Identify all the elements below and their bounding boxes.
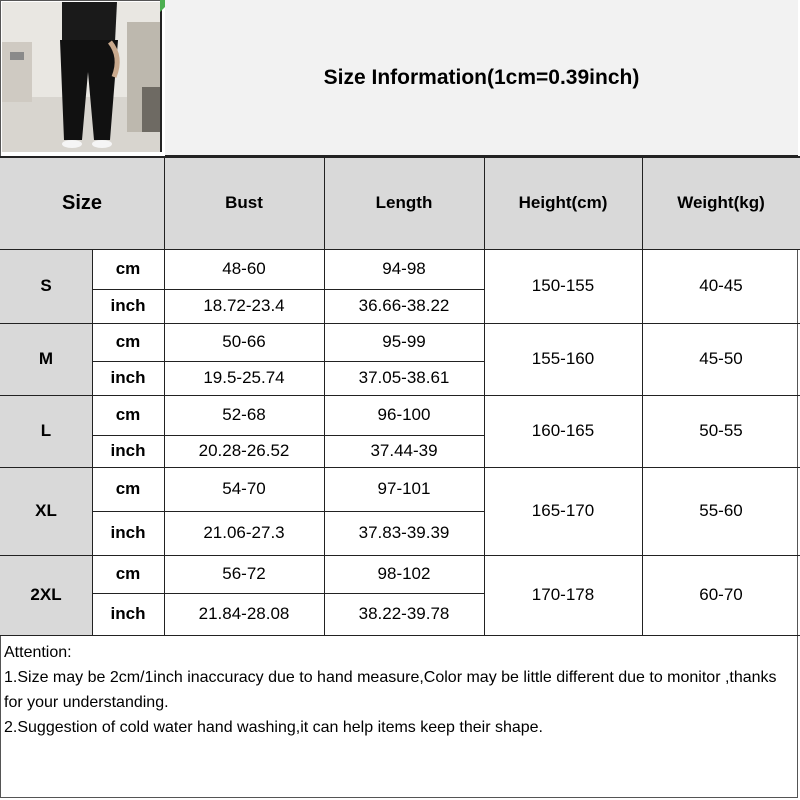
length-inch: 37.44-39 bbox=[370, 441, 438, 460]
unit-cm: cm bbox=[115, 564, 141, 583]
header-length: Length bbox=[324, 157, 484, 249]
attention-notes bbox=[4, 640, 794, 740]
grid-line bbox=[164, 157, 165, 635]
grid-line bbox=[92, 511, 484, 512]
unit-cm: cm bbox=[115, 405, 141, 424]
size-label: L bbox=[0, 395, 92, 467]
grid-line bbox=[0, 395, 800, 396]
product-photo bbox=[2, 2, 162, 152]
size-label: XL bbox=[0, 467, 92, 555]
product-photo-image bbox=[2, 2, 160, 152]
bust-cm: 56-72 bbox=[222, 564, 266, 583]
grid-line bbox=[0, 467, 800, 468]
grid-line bbox=[642, 157, 643, 635]
grid-line bbox=[324, 157, 325, 635]
unit-inch: inch bbox=[110, 296, 146, 315]
weight-value: 50-55 bbox=[699, 421, 743, 440]
size-label: S bbox=[0, 249, 92, 323]
unit-cm: cm bbox=[115, 479, 141, 498]
bust-inch: 21.84-28.08 bbox=[198, 604, 290, 623]
header-height: Height(cm) bbox=[484, 157, 642, 249]
unit-cm: cm bbox=[115, 259, 141, 278]
height-value: 155-160 bbox=[531, 349, 595, 368]
length-cm: 94-98 bbox=[382, 259, 426, 278]
bust-cm: 48-60 bbox=[222, 259, 266, 278]
bust-inch: 19.5-25.74 bbox=[203, 368, 285, 387]
length-cm: 96-100 bbox=[377, 405, 431, 424]
grid-line bbox=[0, 156, 800, 158]
unit-inch: inch bbox=[110, 441, 146, 460]
grid-line bbox=[92, 435, 484, 436]
weight-value: 45-50 bbox=[699, 349, 743, 368]
page-title: Size Information(1cm=0.39inch) bbox=[323, 65, 640, 89]
grid-line bbox=[0, 323, 800, 324]
height-value: 165-170 bbox=[531, 501, 595, 520]
unit-inch: inch bbox=[110, 523, 146, 542]
bust-inch: 21.06-27.3 bbox=[203, 523, 285, 542]
header-size: Size bbox=[0, 157, 164, 249]
height-value: 150-155 bbox=[531, 276, 595, 295]
height-value: 170-178 bbox=[531, 585, 595, 604]
grid-line bbox=[92, 593, 484, 594]
length-inch: 37.83-39.39 bbox=[358, 523, 450, 542]
length-cm: 97-101 bbox=[377, 479, 431, 498]
grid-line bbox=[92, 361, 484, 362]
length-cm: 95-99 bbox=[382, 332, 426, 351]
grid-line bbox=[0, 555, 800, 556]
unit-inch: inch bbox=[110, 368, 146, 387]
length-inch: 36.66-38.22 bbox=[358, 296, 450, 315]
grid-line bbox=[92, 249, 93, 635]
height-value: 160-165 bbox=[531, 421, 595, 440]
size-label: M bbox=[0, 323, 92, 395]
size-label: 2XL bbox=[0, 555, 92, 635]
header-bust: Bust bbox=[164, 157, 324, 249]
weight-value: 40-45 bbox=[699, 276, 743, 295]
weight-value: 55-60 bbox=[699, 501, 743, 520]
bust-cm: 50-66 bbox=[222, 332, 266, 351]
bust-cm: 52-68 bbox=[222, 405, 266, 424]
weight-value: 60-70 bbox=[699, 585, 743, 604]
attention-heading: Attention: bbox=[4, 644, 72, 661]
length-cm: 98-102 bbox=[377, 564, 431, 583]
attention-line-2: 2.Suggestion of cold water hand washing,it can help items keep their shape. bbox=[4, 719, 543, 736]
bust-cm: 54-70 bbox=[222, 479, 266, 498]
grid-line bbox=[0, 249, 800, 250]
grid-line bbox=[484, 157, 485, 635]
header-weight: Weight(kg) bbox=[642, 157, 800, 249]
grid-line bbox=[0, 635, 800, 636]
length-inch: 38.22-39.78 bbox=[358, 604, 450, 623]
grid-line bbox=[92, 289, 484, 290]
attention-line-1: 1.Size may be 2cm/1inch inaccuracy due to hand measure,Color may be little different due to monitor ,thanks for your understanding. bbox=[4, 669, 782, 711]
length-inch: 37.05-38.61 bbox=[358, 368, 450, 387]
bust-inch: 20.28-26.52 bbox=[198, 441, 290, 460]
unit-inch: inch bbox=[110, 604, 146, 623]
unit-cm: cm bbox=[115, 332, 141, 351]
bust-inch: 18.72-23.4 bbox=[203, 296, 285, 315]
size-info-header bbox=[165, 0, 798, 157]
